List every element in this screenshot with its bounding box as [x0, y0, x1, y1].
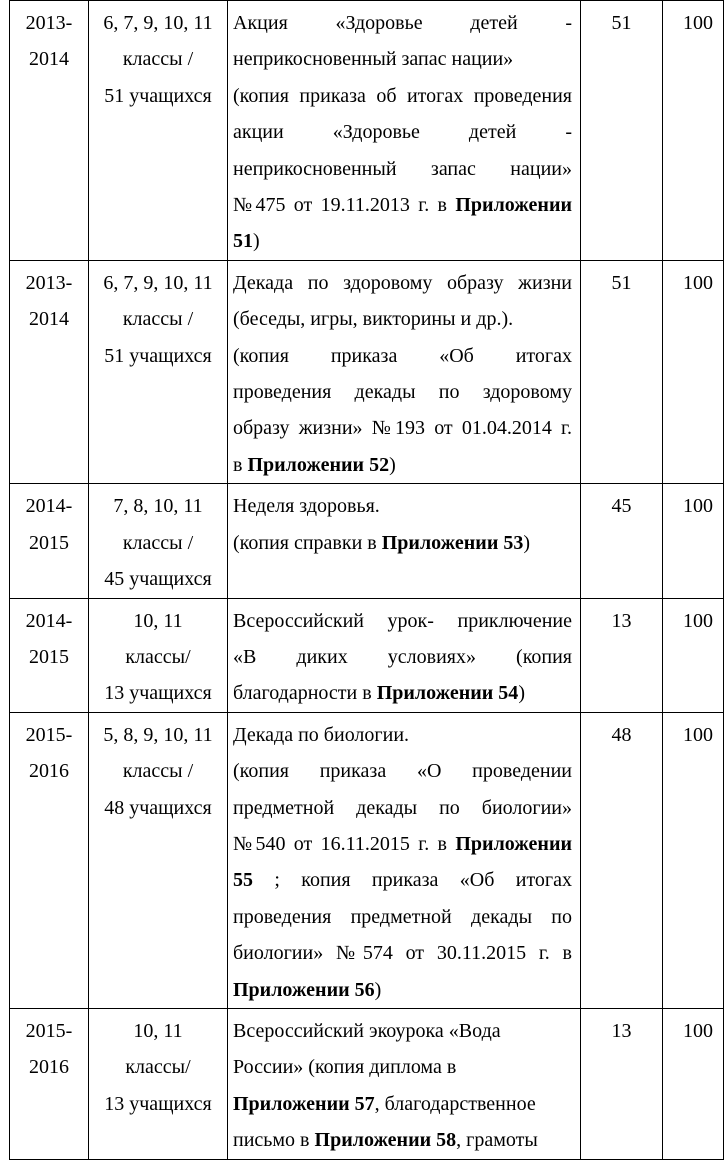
participant-count: 51 [611, 271, 632, 294]
description-cell [228, 1008, 581, 1159]
activities-table [9, 0, 724, 1160]
participant-count: 45 [611, 495, 632, 518]
participant-count-cell [581, 712, 663, 1008]
table-row [10, 484, 724, 598]
percent-value: 100 [683, 609, 713, 632]
classes-line: 10, 11 [133, 1019, 183, 1042]
percent-value: 100 [683, 1019, 713, 1042]
year-line: 2015- [25, 1019, 73, 1042]
description-text: Акция «Здоровье детей - [233, 12, 572, 34]
description-line [233, 603, 572, 639]
year-line: 2016 [29, 760, 69, 783]
description-line [233, 223, 572, 259]
description-text: (копия приказа «Об итогах [233, 344, 572, 367]
year-line: 2013- [25, 12, 73, 34]
appendix-reference: Приложении 57 [233, 1092, 375, 1115]
description-text: Всероссийский экоурока «Вода [233, 1019, 501, 1042]
year-cell [10, 484, 89, 598]
classes-line: 10, 11 [133, 609, 183, 632]
description-line [233, 151, 572, 187]
description-text: благодарности в [233, 682, 377, 705]
participant-count-cell [581, 484, 663, 598]
description-line [233, 41, 572, 77]
description-text: биологии» №574 от 30.11.2015 г. в [233, 942, 572, 965]
description-line [233, 1086, 572, 1122]
participant-count-cell [581, 1008, 663, 1159]
year-line: 2015 [29, 531, 69, 554]
description-line [233, 972, 572, 1008]
description-line [233, 862, 572, 898]
participant-count: 13 [611, 609, 632, 632]
classes-cell [89, 598, 228, 712]
description-text: ; копия приказа «Об итогах [253, 869, 572, 892]
description-line [233, 410, 572, 446]
description-line [233, 935, 572, 971]
description-text: , грамоты [456, 1129, 538, 1152]
description-text: ) [374, 978, 382, 1001]
table-row [10, 1008, 724, 1159]
classes-line: 6, 7, 9, 10, 11 [103, 12, 213, 34]
description-text: в [233, 453, 248, 476]
appendix-reference: Приложении [455, 194, 572, 217]
appendix-reference: Приложении 53 [381, 531, 524, 554]
description-text: России» (копия диплома в [233, 1056, 457, 1079]
classes-line: 5, 8, 9, 10, 11 [103, 723, 213, 746]
year-cell [10, 1008, 89, 1159]
description-text: (копия справки в [233, 531, 382, 554]
percent-value: 100 [683, 12, 713, 34]
description-line [233, 488, 572, 524]
appendix-reference: Приложении 58 [314, 1129, 457, 1152]
description-line [233, 826, 572, 862]
description-line [233, 899, 572, 935]
description-line [233, 639, 572, 675]
classes-line: классы / [122, 760, 194, 783]
percent-cell [663, 1, 724, 261]
classes-line: 13 учащихся [104, 682, 212, 705]
description-text: письмо в [233, 1129, 315, 1152]
year-line: 2016 [29, 1056, 69, 1079]
appendix-reference: Приложении 52 [247, 453, 390, 476]
description-line [233, 447, 572, 483]
percent-value: 100 [683, 723, 713, 746]
classes-line: 48 учащихся [104, 796, 212, 819]
description-text: Декада по здоровому образу жизни [233, 271, 572, 294]
description-text: Неделя здоровья. [233, 495, 380, 518]
appendix-reference: Приложении [455, 832, 572, 855]
year-line: 2015- [25, 723, 73, 746]
description-text: проведения декады по здоровому [233, 381, 572, 404]
description-text: ) [523, 531, 531, 554]
description-line [233, 114, 572, 150]
description-line [233, 790, 572, 826]
description-text: неприкосновенный запас нации» [233, 48, 514, 71]
table-row [10, 260, 724, 483]
year-line: 2015 [29, 645, 69, 668]
percent-cell [663, 598, 724, 712]
description-text: неприкосновенный запас нации» [233, 157, 572, 180]
participant-count-cell [581, 598, 663, 712]
description-text: Декада по биологии. [233, 723, 410, 746]
year-line: 2014- [25, 609, 73, 632]
percent-cell [663, 712, 724, 1008]
description-text: №475 от 19.11.2013 г. в [233, 194, 456, 217]
appendix-reference: Приложении 56 [233, 978, 375, 1001]
description-line [233, 338, 572, 374]
description-text: «В диких условиях» (копия [233, 645, 572, 668]
participant-count: 13 [611, 1019, 632, 1042]
description-line [233, 187, 572, 223]
year-cell [10, 1, 89, 261]
description-line [233, 525, 572, 561]
description-line [233, 78, 572, 114]
classes-line: 13 учащихся [104, 1092, 212, 1115]
description-text: ) [253, 230, 260, 253]
description-line [233, 717, 572, 753]
classes-line: 51 учащихся [104, 344, 212, 367]
appendix-reference: 55 [233, 869, 253, 892]
classes-line: 45 учащихся [104, 568, 212, 591]
classes-line: 7, 8, 10, 11 [113, 495, 203, 518]
classes-line: классы / [122, 48, 194, 71]
classes-line: 6, 7, 9, 10, 11 [103, 271, 213, 294]
description-text: образу жизни» №193 от 01.04.2014 г. [233, 417, 572, 440]
description-cell [228, 260, 581, 483]
participant-count: 51 [611, 12, 632, 34]
description-line [233, 301, 572, 337]
classes-cell [89, 484, 228, 598]
table-row [10, 1, 724, 261]
description-cell [228, 1, 581, 261]
description-line [233, 1122, 572, 1158]
classes-line: 51 учащихся [104, 84, 212, 107]
year-cell [10, 598, 89, 712]
classes-line: классы / [122, 531, 194, 554]
classes-cell [89, 712, 228, 1008]
year-line: 2013- [25, 271, 73, 294]
description-line [233, 265, 572, 301]
table-row [10, 598, 724, 712]
percent-value: 100 [683, 495, 713, 518]
description-text: (беседы, игры, викторины и др.). [233, 308, 514, 331]
description-text: ) [389, 453, 396, 476]
participant-count: 48 [611, 723, 632, 746]
description-text: (копия приказа «О проведении [233, 760, 572, 783]
table-row [10, 712, 724, 1008]
table-body [10, 1, 724, 1160]
description-text: Всероссийский урок- приключение [233, 609, 572, 632]
description-line [233, 1049, 572, 1085]
description-cell [228, 598, 581, 712]
year-line: 2014 [29, 308, 69, 331]
year-cell [10, 712, 89, 1008]
description-line [233, 675, 572, 711]
description-line [233, 1013, 572, 1049]
description-text: предметной декады по биологии» [233, 796, 572, 819]
classes-cell [89, 1008, 228, 1159]
appendix-reference: Приложении 54 [376, 682, 519, 705]
description-line [233, 5, 572, 41]
percent-value: 100 [683, 271, 713, 294]
description-text: акции «Здоровье детей - [233, 121, 572, 144]
classes-cell [89, 1, 228, 261]
year-line: 2014 [29, 48, 69, 71]
year-line: 2014- [25, 495, 73, 518]
classes-cell [89, 260, 228, 483]
description-cell [228, 484, 581, 598]
description-line [233, 753, 572, 789]
participant-count-cell [581, 260, 663, 483]
classes-line: классы/ [125, 645, 191, 668]
percent-cell [663, 484, 724, 598]
description-text: №540 от 16.11.2015 г. в [233, 832, 456, 855]
participant-count-cell [581, 1, 663, 261]
classes-line: классы / [122, 308, 194, 331]
percent-cell [663, 1008, 724, 1159]
description-text: (копия приказа об итогах проведения [233, 84, 572, 107]
description-text: ) [518, 682, 525, 705]
appendix-reference: 51 [233, 230, 253, 253]
description-cell [228, 712, 581, 1008]
description-text: проведения предметной декады по [233, 905, 572, 928]
classes-line: классы/ [125, 1056, 191, 1079]
percent-cell [663, 260, 724, 483]
description-text: , благодарственное [374, 1092, 536, 1115]
description-line [233, 374, 572, 410]
year-cell [10, 260, 89, 483]
